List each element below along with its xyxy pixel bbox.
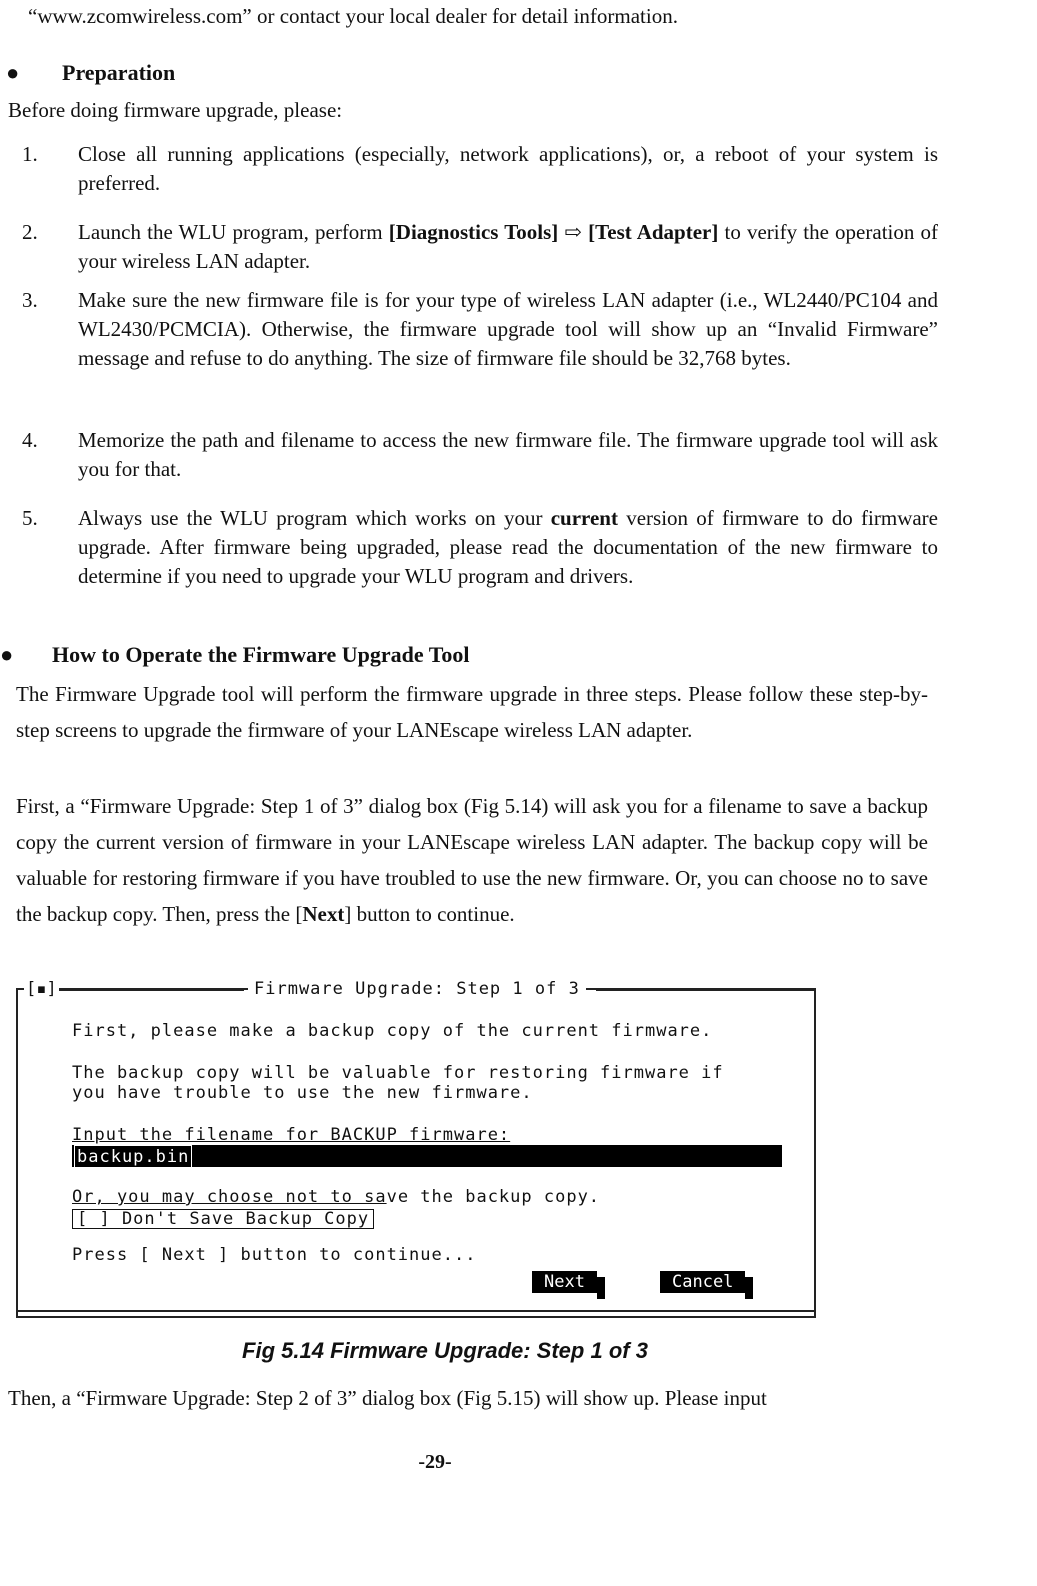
dialog-note-line-1: The backup copy will be valuable for restoring firmware if: [72, 1063, 724, 1083]
intro-line: “www.zcomwireless.com” or contact your local dealer for detail information.: [28, 4, 678, 28]
howto-heading: How to Operate the Firmware Upgrade Tool: [52, 642, 470, 667]
howto-paragraph-1: The Firmware Upgrade tool will perform the firmware upgrade in three steps. Please follow these step-by-step screens to upgrade the firmware of your LANEscape wireless LAN adapter.: [16, 682, 928, 742]
list-number: 2.: [22, 220, 38, 244]
backup-filename-value: backup.bin: [74, 1145, 192, 1169]
list-number: 1.: [22, 142, 38, 166]
backup-filename-label: Input the filename for BACKUP firmware:: [72, 1125, 511, 1145]
firmware-upgrade-dialog: [16, 979, 816, 1318]
dialog-bottom-border: [18, 1310, 814, 1312]
dialog-close-control[interactable]: [▪]: [26, 979, 57, 999]
bullet-icon: ●: [6, 60, 20, 85]
dialog-note-line-2: you have trouble to use the new firmware.: [72, 1083, 533, 1103]
backup-filename-input[interactable]: [72, 1145, 782, 1167]
bullet-icon: ●: [0, 642, 14, 667]
press-next-hint: Press [ Next ] button to continue...: [72, 1245, 477, 1265]
skip-backup-hint: Or, you may choose not to save the backup copy.: [72, 1187, 601, 1207]
continuation-text: Then, a “Firmware Upgrade: Step 2 of 3” dialog box (Fig 5.15) will show up. Please input: [8, 1386, 767, 1410]
page-number: -29-: [418, 1451, 452, 1473]
list-text: Launch the WLU program, perform [Diagnostics Tools] ⇨ [Test Adapter] to verify the operation of your wireless LAN adapter.: [78, 220, 938, 273]
list-number: 4.: [22, 428, 38, 452]
howto-paragraph-2: First, a “Firmware Upgrade: Step 1 of 3” dialog box (Fig 5.14) will ask you for a filename to save a backup copy the current version of firmware in your LANEscape wireless LAN adapter. The backup copy will be valuable for restoring firmware if you have troubled to use the new firmware. Or, you can choose no to save the backup copy. Then, press the [Next] button to continue.: [16, 794, 928, 926]
dialog-title: Firmware Upgrade: Step 1 of 3: [248, 978, 586, 1000]
list-text: Always use the WLU program which works on your current version of firmware to do firmware upgrade. After firmware being upgraded, please read the documentation of the new firmware to determine if you need to upgrade your WLU program and drivers.: [78, 506, 939, 588]
list-number: 3.: [22, 288, 38, 312]
dialog-titlebar: [16, 978, 816, 1002]
figure-caption: Fig 5.14 Firmware Upgrade: Step 1 of 3: [242, 1338, 648, 1363]
list-text: Make sure the new firmware file is for your type of wireless LAN adapter (i.e., WL2440/PC104 and WL2430/PCMCIA). Otherwise, the firmware upgrade tool will show up an “Invalid Firmware” message and refuse to do anything. The size of firmware file should be 32,768 bytes.: [78, 288, 938, 370]
cancel-button[interactable]: Cancel: [660, 1271, 745, 1293]
list-number: 5.: [22, 506, 38, 530]
preparation-heading: Preparation: [62, 60, 176, 85]
dialog-instruction: First, please make a backup copy of the current firmware.: [72, 1021, 713, 1041]
dont-save-backup-checkbox[interactable]: [ ] Don't Save Backup Copy: [72, 1209, 374, 1229]
preparation-lead: Before doing firmware upgrade, please:: [8, 98, 343, 122]
list-text: Close all running applications (especially, network applications), or, a reboot of your system is preferred.: [78, 142, 938, 195]
list-text: Memorize the path and filename to access the new firmware file. The firmware upgrade tool will ask you for that.: [78, 428, 938, 481]
next-button[interactable]: Next: [532, 1271, 597, 1293]
